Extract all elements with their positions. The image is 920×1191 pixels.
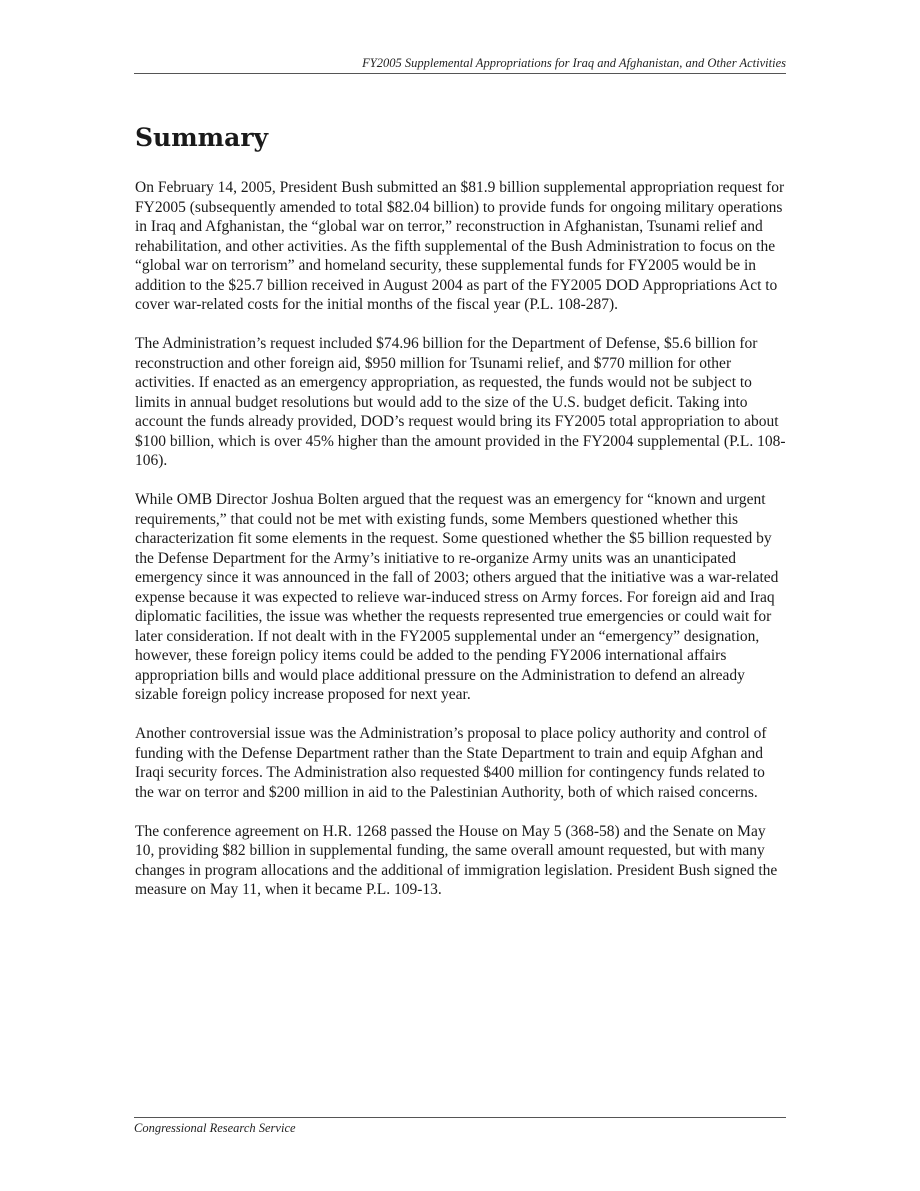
footer-organization: Congressional Research Service bbox=[134, 1121, 296, 1135]
paragraph-2: The Administration’s request included $74.96 billion for the Department of Defense, $5.6 billion for reconstruction and other foreign aid, $950 million for Tsunami relief, and $770 million for other activities. If enacted as an emergency appropriation, as requested, the funds would not be subject to limits in annual budget resolutions but would add to the size of the U.S. budget deficit. Taking into account the funds already provided, DOD’s request would bring its FY2005 total appropriation to about $100 billion, which is over 45% higher than the amount provided in the FY2004 supplemental (P.L. 108-106). bbox=[135, 335, 786, 469]
page-footer bbox=[134, 1121, 296, 1136]
running-header-title: FY2005 Supplemental Appropriations for Iraq and Afghanistan, and Other Activities bbox=[362, 56, 786, 70]
footer-divider bbox=[134, 1117, 786, 1118]
paragraph-3: While OMB Director Joshua Bolten argued that the request was an emergency for “known and urgent requirements,” that could not be met with existing funds, some Members questioned whether this characterization fit some elements in the request. Some questioned whether the $5 billion requested by the Defense Department for the Army’s initiative to re-organize Army units was an unanticipated emergency since it was announced in the fall of 2003; others argued that the initiative was a war-related expense because it was expected to relieve war-induced stress on Army forces. For foreign aid and Iraq diplomatic facilities, the issue was whether the requests represented true emergencies or could wait for later consideration. If not dealt with in the FY2005 supplemental under an “emergency” designation, however, these foreign policy items could be added to the pending FY2006 international affairs appropriation bills and would place additional pressure on the Administration to defend an already sizable foreign policy increase proposed for next year. bbox=[135, 491, 779, 703]
page-body bbox=[135, 120, 787, 919]
section-heading: Summary bbox=[135, 123, 269, 152]
paragraph-4: Another controversial issue was the Administration’s proposal to place policy authority and control of funding with the Defense Department rather than the State Department to train and equip Afghan and Iraqi security forces. The Administration also requested $400 million for contingency funds related to the war on terror and $200 million in aid to the Palestinian Authority, both of which raised concerns. bbox=[135, 725, 767, 801]
paragraph-5: The conference agreement on H.R. 1268 passed the House on May 5 (368-58) and the Senate on May 10, providing $82 billion in supplemental funding, the same overall amount requested, but with many changes in program allocations and the additional of immigration legislation. President Bush signed the measure on May 11, when it became P.L. 109-13. bbox=[135, 822, 778, 898]
paragraph-1: On February 14, 2005, President Bush submitted an $81.9 billion supplemental appropriation request for FY2005 (subsequently amended to total $82.04 billion) to provide funds for ongoing military operations in Iraq and Afghanistan, the “global war on terror,” reconstruction in Afghanistan, Tsunami relief and rehabilitation, and other activities. As the fifth supplemental of the Bush Administration to focus on the “global war on terrorism” and homeland security, these supplemental funds for FY2005 would be in addition to the $25.7 billion received in August 2004 as part of the FY2005 DOD Appropriations Act to cover war-related costs for the initial months of the fiscal year (P.L. 108-287). bbox=[135, 179, 785, 313]
running-header bbox=[134, 56, 786, 74]
